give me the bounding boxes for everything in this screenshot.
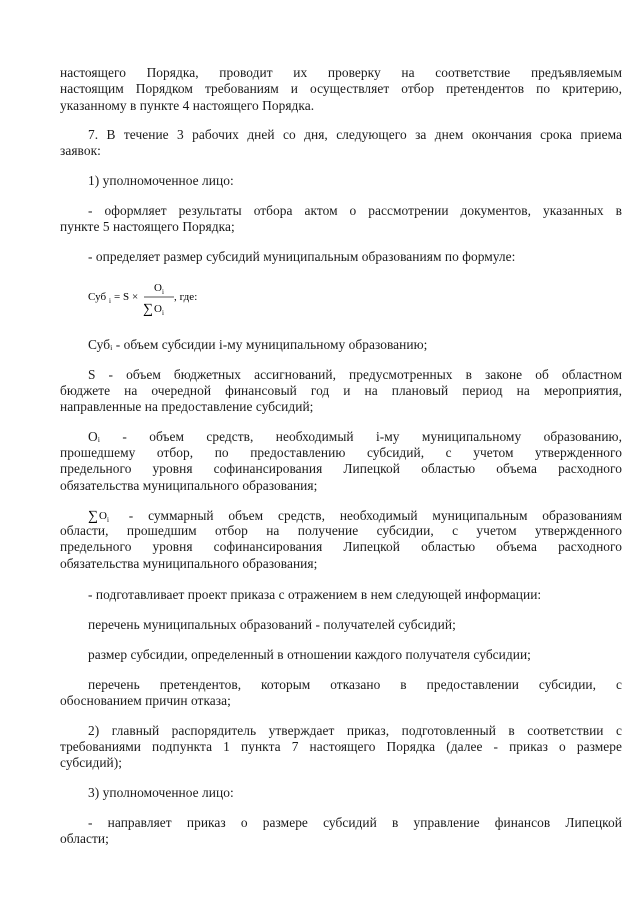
sum-oi-text: - суммарный объем средств, необходимый муниципальным образованиям xyxy=(128,508,622,523)
paragraph-sum-oi-cont xyxy=(60,523,622,572)
text-line: - подготавливает проект приказа с отражением в нем следующей информации: xyxy=(88,587,542,602)
text-line: субсидий); xyxy=(60,755,123,771)
paragraph-s xyxy=(88,367,622,383)
text-line: - определяет размер субсидий муниципальным образованиям по формуле: xyxy=(88,249,516,264)
paragraph-intro xyxy=(60,65,622,114)
paragraph-refused-list-cont xyxy=(60,693,622,709)
text-line: 2) главный распорядитель утверждает приказ, подготовленный в соответствии с xyxy=(88,723,622,738)
paragraph-subitem-3 xyxy=(88,785,640,801)
text-line: заявок: xyxy=(60,143,101,158)
text-line: предельного уровня софинансирования Липецкой областью объема расходного xyxy=(60,539,622,555)
formula-s: = S × xyxy=(114,291,139,303)
subsidy-formula xyxy=(88,275,348,325)
formula-suffix: , где: xyxy=(174,291,198,303)
text-line: прошедшему отбор, по предоставлению субсидий, с учетом утвержденного xyxy=(60,445,622,460)
formula-lhs-sub: i xyxy=(109,297,111,305)
formula-lhs: Суб xyxy=(88,291,107,303)
text-line: области, прошедшим отбор на получение субсидии, с учетом утвержденного xyxy=(60,523,622,538)
text-line: 3) уполномоченное лицо: xyxy=(88,785,234,800)
paragraph-subsidy-size xyxy=(88,647,640,663)
text-line: настоящим Порядком требованиям и осуществляет отбор претендентов по критерию, xyxy=(60,81,622,97)
paragraph-send-order xyxy=(88,815,622,831)
paragraph-item-7-cont xyxy=(60,143,622,159)
text-line: пункте 5 настоящего Порядка; xyxy=(60,219,235,234)
sum-var: O xyxy=(99,510,107,522)
formula-denominator-sub: i xyxy=(162,309,164,317)
text-line: перечень претендентов, которым отказано в предоставлении субсидии, с xyxy=(88,677,622,692)
text-line: 7. В течение 3 рабочих дней со дня, следующего за днем окончания срока приема xyxy=(88,127,622,142)
paragraph-subitem-2-cont xyxy=(60,739,622,772)
paragraph-recipients-list xyxy=(88,617,640,633)
text-line: размер субсидии, определенный в отношении каждого получателя субсидии; xyxy=(88,647,531,662)
paragraph-s-cont xyxy=(60,383,622,416)
paragraph-subitem-1 xyxy=(88,173,640,189)
text-line: области; xyxy=(60,831,109,846)
paragraph-refused-list xyxy=(88,677,622,693)
paragraph-formula-intro xyxy=(88,249,640,265)
text-line: требованиями подпункта 1 пункта 7 настоящего Порядка (далее - приказ о размере xyxy=(60,739,622,754)
text-line: обязательства муниципального образования; xyxy=(60,555,318,571)
sum-oi-glyph xyxy=(88,507,114,523)
text-line: настоящего Порядка, проводит их проверку на соответствие предъявляемым xyxy=(60,65,622,80)
text-line: бюджете на очередной финансовый год и на плановый период на мероприятия, xyxy=(60,383,622,398)
text-line: 1) уполномоченное лицо: xyxy=(88,173,234,188)
paragraph-act-cont xyxy=(60,219,622,235)
paragraph-oi xyxy=(88,429,622,445)
sum-sign: ∑ xyxy=(88,509,99,523)
paragraph-subitem-2 xyxy=(88,723,622,739)
paragraph-act xyxy=(88,203,622,219)
text-line: перечень муниципальных образований - получателей субсидий; xyxy=(88,617,456,632)
text-line: направленные на предоставление субсидий; xyxy=(60,399,314,415)
paragraph-sub-i xyxy=(88,337,640,353)
formula-numerator-sub: i xyxy=(162,288,164,296)
formula-sum-sign: ∑ xyxy=(143,302,154,317)
paragraph-oi-cont xyxy=(60,445,622,494)
formula-denominator: O xyxy=(154,303,162,315)
text-line: Субᵢ - объем субсидии i-му муниципальному образованию; xyxy=(88,337,428,352)
text-line: предельного уровня софинансирования Липецкой областью объема расходного xyxy=(60,461,622,477)
paragraph-item-7 xyxy=(88,127,622,143)
paragraph-prepare-order xyxy=(88,587,640,603)
formula-numerator: O xyxy=(154,282,162,294)
text-line: обоснованием причин отказа; xyxy=(60,693,231,708)
text-line: Oᵢ - объем средств, необходимый i-му муниципальному образованию, xyxy=(88,429,622,444)
paragraph-send-order-cont xyxy=(60,831,622,847)
sum-sub: i xyxy=(107,516,109,523)
text-line: - направляет приказ о размере субсидий в управление финансов Липецкой xyxy=(88,815,622,830)
text-line: указанному в пункте 4 настоящего Порядка. xyxy=(60,97,315,113)
text-line: обязательства муниципального образования; xyxy=(60,477,318,493)
text-line: - оформляет результаты отбора актом о рассмотрении документов, указанных в xyxy=(88,203,622,218)
formula-graphic xyxy=(88,275,348,325)
text-line: S - объем бюджетных ассигнований, предусмотренных в законе об областном xyxy=(88,367,622,382)
